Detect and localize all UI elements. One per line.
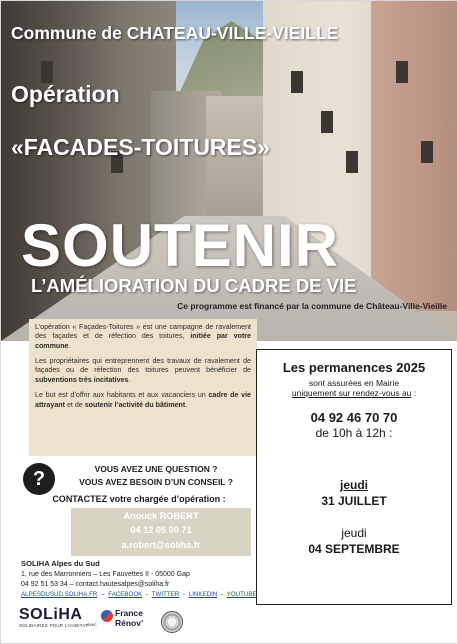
text: Le but est d’offrir aux habitants et aux vacanciers un xyxy=(35,391,209,400)
permanences-hours: de 10h à 12h : xyxy=(315,426,393,440)
question-line-1: VOUS AVEZ UNE QUESTION ? xyxy=(94,464,218,474)
date1-weekday: jeudi xyxy=(339,478,368,492)
contact-email[interactable]: a.robert@soliha.fr xyxy=(121,539,201,550)
facades-toitures-title: «FACADES-TOITURES» xyxy=(11,134,271,160)
operation-title: Opération xyxy=(11,81,120,107)
headline-subtitle: L’AMÉLIORATION DU CADRE DE VIE xyxy=(31,275,357,296)
description-box xyxy=(29,319,257,456)
org-address: 1, rue des Marronniers – Les Fauvettes II - 05000 Gap xyxy=(21,571,190,578)
window xyxy=(396,61,408,83)
date2: 04 SEPTEMBRE xyxy=(308,542,400,556)
contact-name: Anouck ROBERT xyxy=(123,511,199,521)
soliha-logo xyxy=(19,607,94,639)
question-block xyxy=(61,463,251,489)
text: . xyxy=(68,341,71,350)
footer-links xyxy=(21,591,257,598)
contact-card xyxy=(71,508,251,556)
org-name: SOLIHA Alpes du Sud xyxy=(21,559,100,568)
text: . xyxy=(185,400,188,409)
emphasis: cadre de vie attrayant xyxy=(35,391,251,409)
seal-logo-icon xyxy=(161,611,183,633)
emphasis: initiée par votre commune xyxy=(35,332,252,350)
soliha-logo-text: SOLiHA xyxy=(19,606,83,623)
appointment-line xyxy=(257,388,451,398)
france-renov-mark-icon xyxy=(101,610,113,622)
text: et de xyxy=(64,400,85,409)
france-renov-text-1: France xyxy=(115,608,143,618)
link-youtube[interactable]: YOUTUBE xyxy=(226,591,257,598)
appointment-colon: : xyxy=(411,388,417,398)
date1: 31 JUILLET xyxy=(321,494,387,508)
link-website[interactable]: ALPESDUSUD.SOLIHA.FR xyxy=(21,591,98,598)
text: Les propriétaires qui entreprennent des travaux de ravalement de façades ou de réfection des toitures peuvent bénéficier de xyxy=(35,357,251,375)
window xyxy=(41,61,53,83)
link-linkedin[interactable]: LINKEDIN xyxy=(188,591,218,598)
contact-heading: CONTACTEZ votre chargée d’opération : xyxy=(52,494,226,504)
date2-weekday: jeudi xyxy=(341,526,367,540)
commune-title: Commune de CHATEAU-VILLE-VIEILLE xyxy=(11,23,339,43)
permanences-box xyxy=(256,349,452,605)
text: . xyxy=(128,375,131,384)
financing-note: Ce programme est financé par la commune de Château-Ville-Vieille xyxy=(177,301,447,311)
separator: – xyxy=(101,591,105,598)
mairie-phone[interactable]: 04 92 46 70 70 xyxy=(310,410,398,425)
description-paragraph xyxy=(35,357,251,385)
permanences-title: Les permanences 2025 xyxy=(282,360,426,375)
right-building-facade xyxy=(371,1,458,311)
contact-phone[interactable]: 04 12 05 00 71 xyxy=(130,525,192,536)
separator: - xyxy=(182,591,186,598)
france-renov-text-2: Rénov’ xyxy=(115,618,144,628)
emphasis: subventions très incitatives xyxy=(35,375,129,384)
window xyxy=(421,141,433,163)
separator: - xyxy=(221,591,224,598)
link-twitter[interactable]: TWITTER xyxy=(151,591,180,598)
permanences-subtitle: sont assurées en Mairie xyxy=(308,378,400,388)
window xyxy=(321,111,333,133)
question-mark-icon: ? xyxy=(23,463,55,495)
france-renov-logo xyxy=(101,608,151,638)
description-paragraph xyxy=(35,391,251,410)
org-contact: 04 92 51 53 34 – contact.hautesalpes@soliha.fr xyxy=(21,581,170,588)
window xyxy=(346,151,358,173)
description-paragraph xyxy=(35,323,251,351)
appointment-note: uniquement sur rendez-vous au xyxy=(291,388,412,398)
separator: - xyxy=(146,591,149,598)
soliha-logo-tagline: SOLIDAIRES POUR L’HABITAT xyxy=(19,623,89,628)
text: L’opération « Façades-Toitures » est une campagne de ravalement des façades et de réfection des toitures, xyxy=(35,323,251,341)
logo-avec: avec xyxy=(87,622,97,627)
emphasis: soutenir l’activité du bâtiment xyxy=(84,400,186,409)
window xyxy=(291,71,303,93)
question-line-2: VOUS AVEZ BESOIN D’UN CONSEIL ? xyxy=(79,476,233,487)
link-facebook[interactable]: FACEBOOK xyxy=(108,591,143,598)
headline-soutenir: SOUTENIR xyxy=(21,212,340,279)
